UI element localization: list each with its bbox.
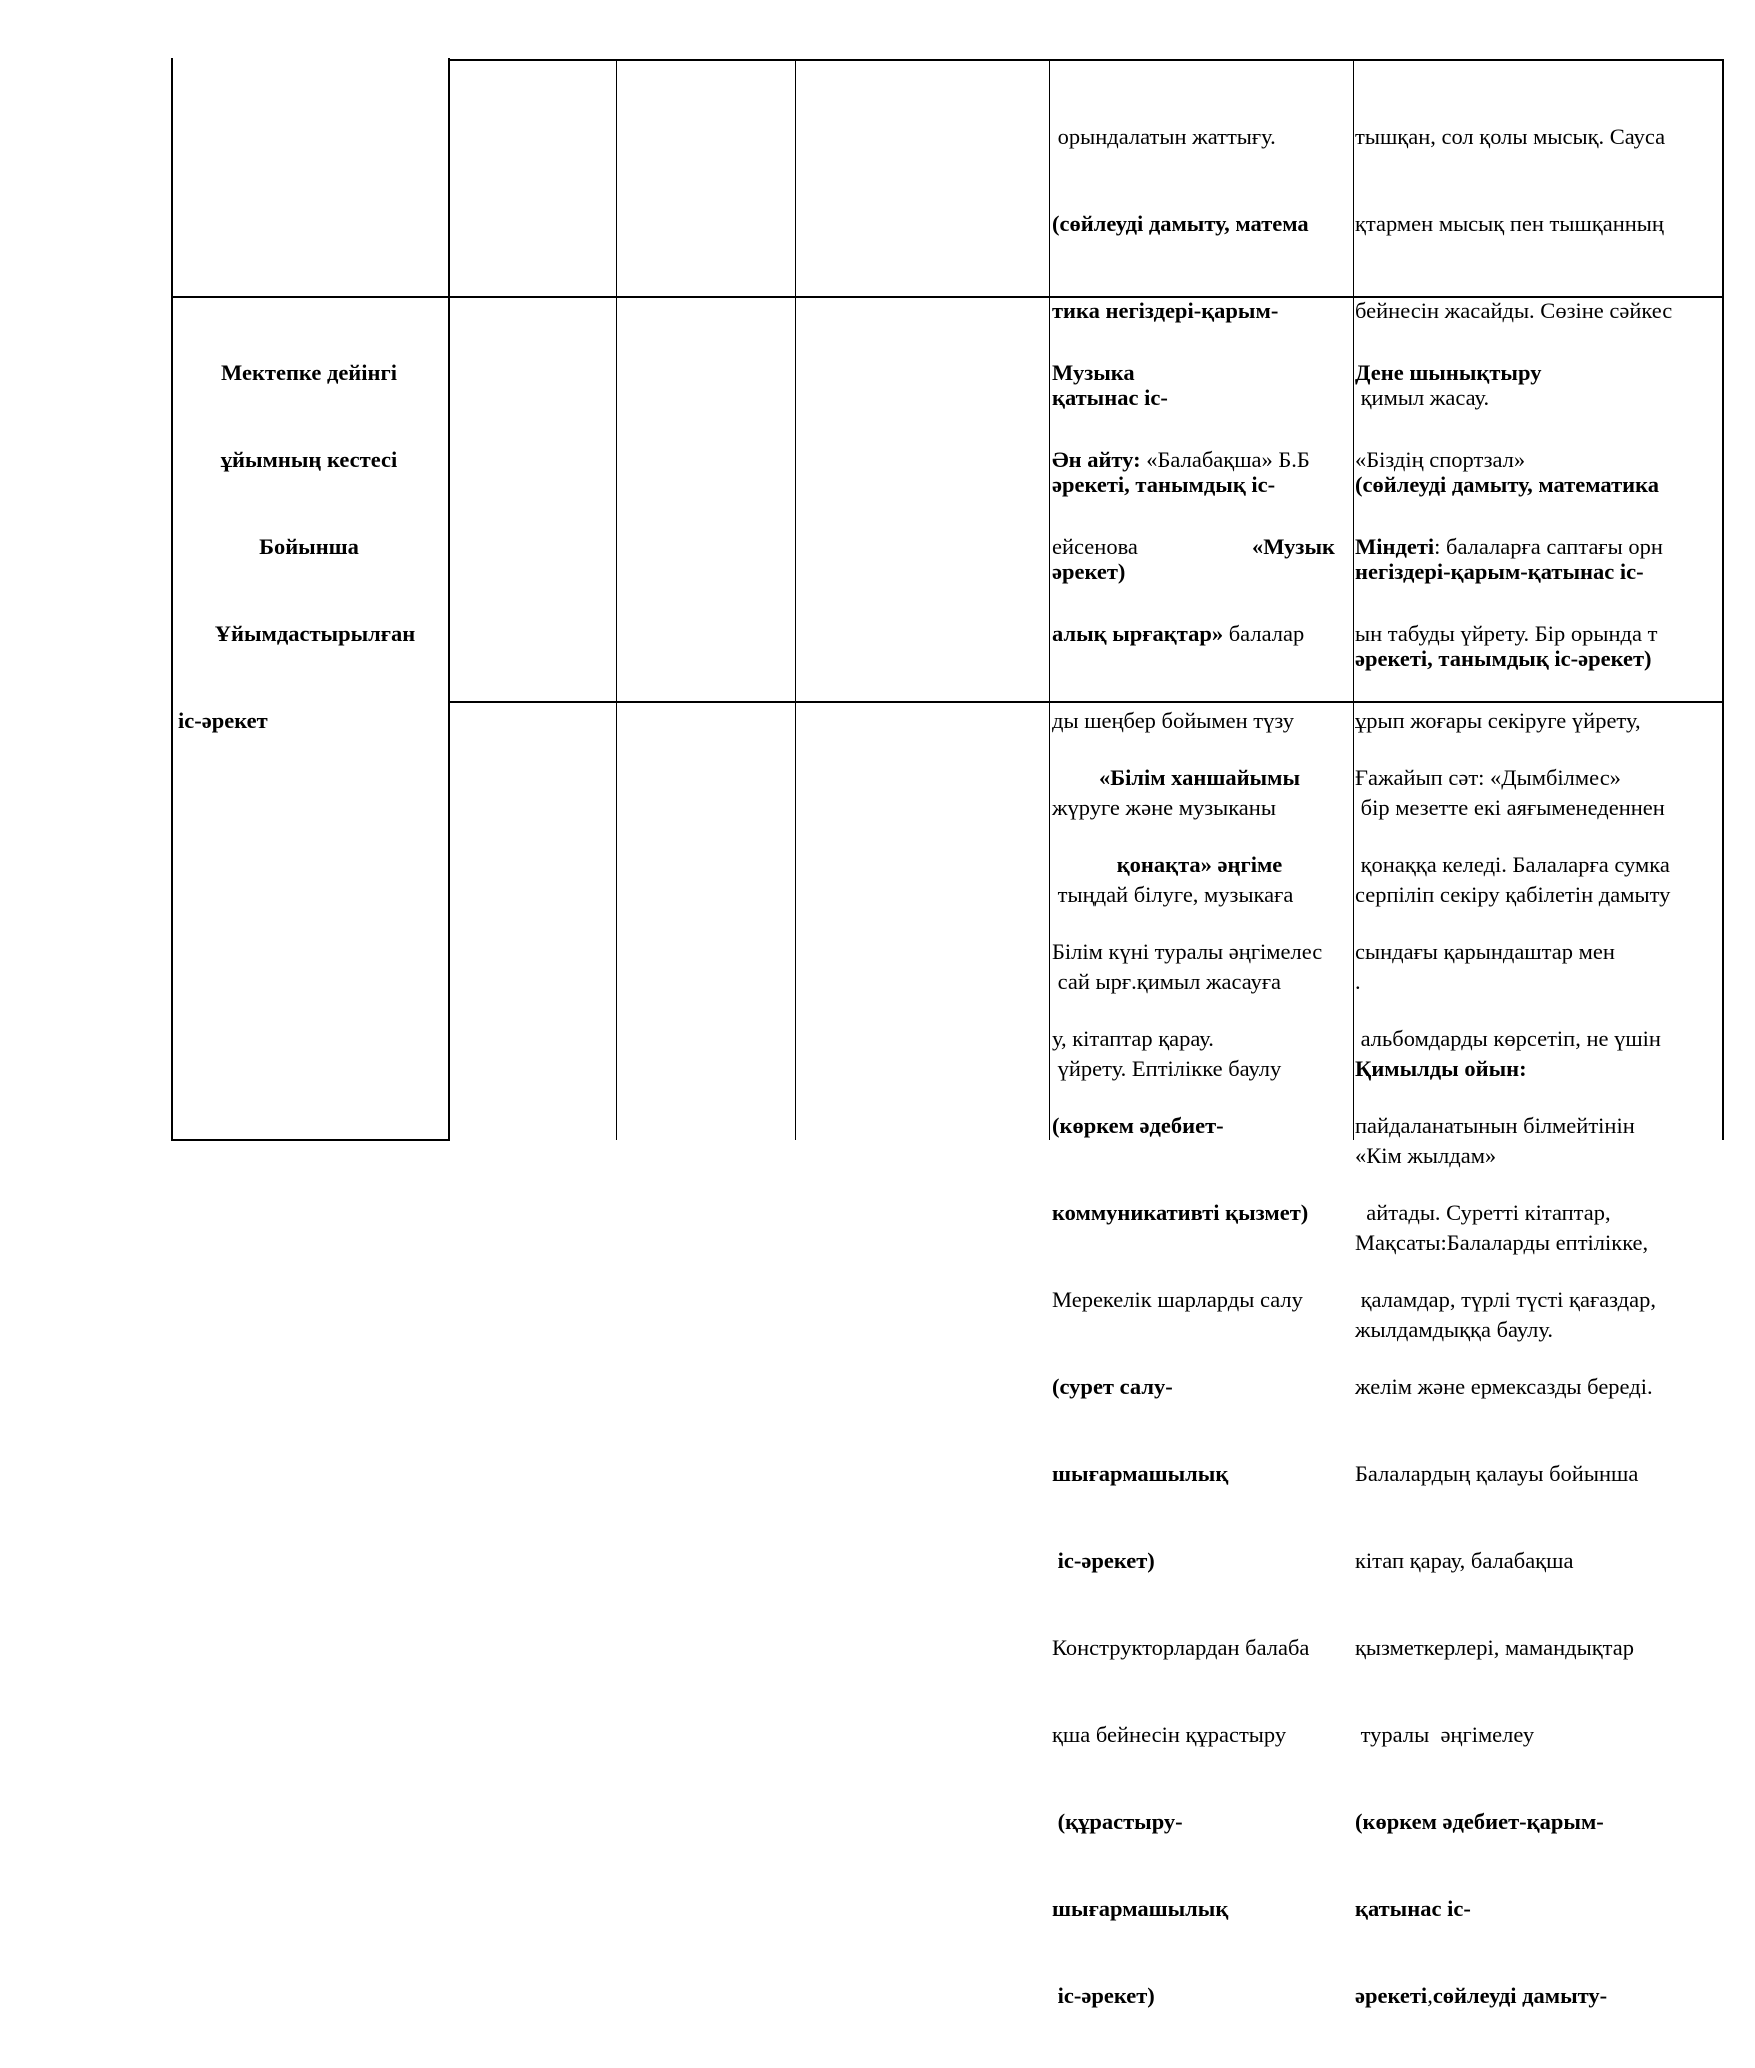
pe-subtitle: «Біздің спортзал» xyxy=(1355,447,1526,472)
section-label-line: Бойынша xyxy=(259,534,359,559)
text-line: әрекет) xyxy=(1052,559,1126,584)
column-divider-4 xyxy=(1049,60,1050,1140)
section-label-line: іс-әрекет xyxy=(178,708,268,733)
column-divider-5 xyxy=(1353,60,1354,1140)
text-line: үйрету. Ептілікке баулу xyxy=(1052,1056,1282,1081)
text-line: шығармашылық xyxy=(1052,1896,1229,1921)
text-fragment: сөйлеуді дамыту- xyxy=(1432,1983,1608,2008)
song-text: «Балабақша» Б.Б xyxy=(1140,447,1310,472)
topic-title-line: «Білім ханшайымы xyxy=(1098,765,1301,790)
text-line: альбомдарды көрсетіп, не үшін xyxy=(1355,1026,1661,1051)
text-line: қызметкерлері, мамандықтар xyxy=(1355,1635,1634,1660)
text-line: қша бейнесін құрастыру xyxy=(1052,1722,1287,1747)
task-line xyxy=(1355,532,1670,561)
column-divider-3 xyxy=(795,60,796,1140)
text-line: сай ырғ.қимыл жасауға xyxy=(1052,969,1282,994)
song-author-line xyxy=(1052,532,1335,561)
text-line: желім және ермексазды береді. xyxy=(1355,1374,1653,1399)
column-divider-1 xyxy=(448,58,450,1141)
text-line: серпіліп секіру қабілетін дамыту xyxy=(1355,882,1671,907)
text-line: бір мезетте екі аяғыменеденнен xyxy=(1355,795,1665,820)
rhythm-text: балалар xyxy=(1223,621,1305,646)
rhythm-label-end: алық ырғақтар» xyxy=(1052,621,1224,646)
section-label-line: Мектепке дейінгі xyxy=(221,360,397,385)
text-line: Конструкторлардан балаба xyxy=(1052,1635,1310,1660)
text-line: жүруге және музыканы xyxy=(1052,795,1276,820)
music-title: Музыка xyxy=(1052,360,1135,385)
table-border-right xyxy=(1722,60,1724,1140)
surprise-moment-cell xyxy=(1355,705,1670,2068)
text-line: негіздері-қарым-қатынас іс- xyxy=(1355,559,1644,584)
table-bottom-border xyxy=(171,1139,449,1141)
text-line: пайдаланатынын білмейтінін xyxy=(1355,1113,1635,1138)
text-line: қимыл жасау. xyxy=(1355,385,1490,410)
text-line: (құрастыру- xyxy=(1052,1809,1183,1834)
text-line: (көркем әдебиет- xyxy=(1052,1113,1224,1138)
text-line: Балалардың қалауы бойынша xyxy=(1355,1461,1639,1486)
task-label: Міндеті xyxy=(1355,534,1435,559)
text-line: орындалатын жаттығу. xyxy=(1052,124,1276,149)
text-line: Білім күні туралы әңгімелес xyxy=(1052,939,1323,964)
text-line: кітап қарау, балабақша xyxy=(1355,1548,1574,1573)
text-line: қатынас іс- xyxy=(1052,385,1168,410)
text-line: ды шеңбер бойымен түзу xyxy=(1052,708,1295,733)
row1-top-border xyxy=(448,59,1724,61)
text-line: қаламдар, түрлі түсті қағаздар, xyxy=(1355,1287,1656,1312)
game-goal-line: Мақсаты:Балаларды ептілікке, xyxy=(1355,1230,1649,1255)
song-line xyxy=(1052,445,1335,474)
text-line: ын табуды үйрету. Бір орында т xyxy=(1355,621,1658,646)
text-line: іс-әрекет) xyxy=(1052,1983,1155,2008)
song-author: ейсенова xyxy=(1052,534,1138,559)
text-line: коммуникативті қызмет) xyxy=(1052,1200,1309,1225)
text-line: (сөйлеуді дамыту, матема xyxy=(1052,211,1309,236)
task-text: : балаларға саптағы орн xyxy=(1434,534,1663,559)
rhythm-label-start: «Музык xyxy=(1251,534,1335,559)
text-line: тика негіздері-қарым- xyxy=(1052,298,1279,323)
column-divider-2 xyxy=(616,60,617,1140)
text-line: у, кітаптар қарау. xyxy=(1052,1026,1214,1051)
text-fragment: әрекеті xyxy=(1355,1983,1428,2008)
text-line: сындағы қарындаштар мен xyxy=(1355,939,1615,964)
text-line: қатынас іс- xyxy=(1355,1896,1471,1921)
text-fragment: , xyxy=(1427,1983,1433,2008)
text-line: (көркем әдебиет-қарым- xyxy=(1355,1809,1604,1834)
table-border-left xyxy=(171,58,173,1141)
text-line: қтармен мысық пен тышқанның xyxy=(1355,211,1664,236)
section-label-cell xyxy=(176,300,442,793)
text-line: шығармашылық xyxy=(1052,1461,1229,1486)
text-line: (сөйлеуді дамыту, математика xyxy=(1355,472,1659,497)
text-line: . xyxy=(1355,969,1361,994)
game-goal-line: жылдамдыққа баулу. xyxy=(1355,1317,1554,1342)
text-line: тышқан, сол қолы мысық. Сауса xyxy=(1355,124,1666,149)
text-line: іс-әрекет) xyxy=(1052,1548,1155,1573)
text-line: Мерекелік шарларды салу xyxy=(1052,1287,1303,1312)
text-line: туралы әңгімелеу xyxy=(1355,1722,1535,1747)
text-line: әрекеті, танымдық іс- xyxy=(1052,472,1276,497)
game-label: Қимылды ойын: xyxy=(1355,1056,1527,1081)
section-label-line: ұйымның кестесі xyxy=(220,447,398,472)
section-label-line: Ұйымдастырылған xyxy=(214,621,416,646)
text-line: бейнесін жасайды. Сөзіне сәйкес xyxy=(1355,298,1673,323)
text-line: ұрып жоғары секіруге үйрету, xyxy=(1355,708,1641,733)
rhythm-line xyxy=(1052,619,1335,648)
text-line: тыңдай білуге, музыкаға xyxy=(1052,882,1294,907)
text-line: айтады. Суретті кітаптар, xyxy=(1355,1200,1611,1225)
text-line: (сурет салу- xyxy=(1052,1374,1173,1399)
text-line xyxy=(1355,1981,1670,2010)
game-title: «Кім жылдам» xyxy=(1355,1143,1497,1168)
song-label: Ән айту: xyxy=(1052,447,1141,472)
text-line: әрекеті, танымдық іс-әрекет) xyxy=(1355,646,1652,671)
pe-title: Дене шынықтыру xyxy=(1355,360,1542,385)
text-line: Ғажайып сәт: «Дымбілмес» xyxy=(1355,765,1621,790)
knowledge-day-cell xyxy=(1052,705,1347,2068)
text-line: қонаққа келеді. Балаларға сумка xyxy=(1355,852,1670,877)
topic-title-line: қонақта» әңгіме xyxy=(1116,852,1283,877)
